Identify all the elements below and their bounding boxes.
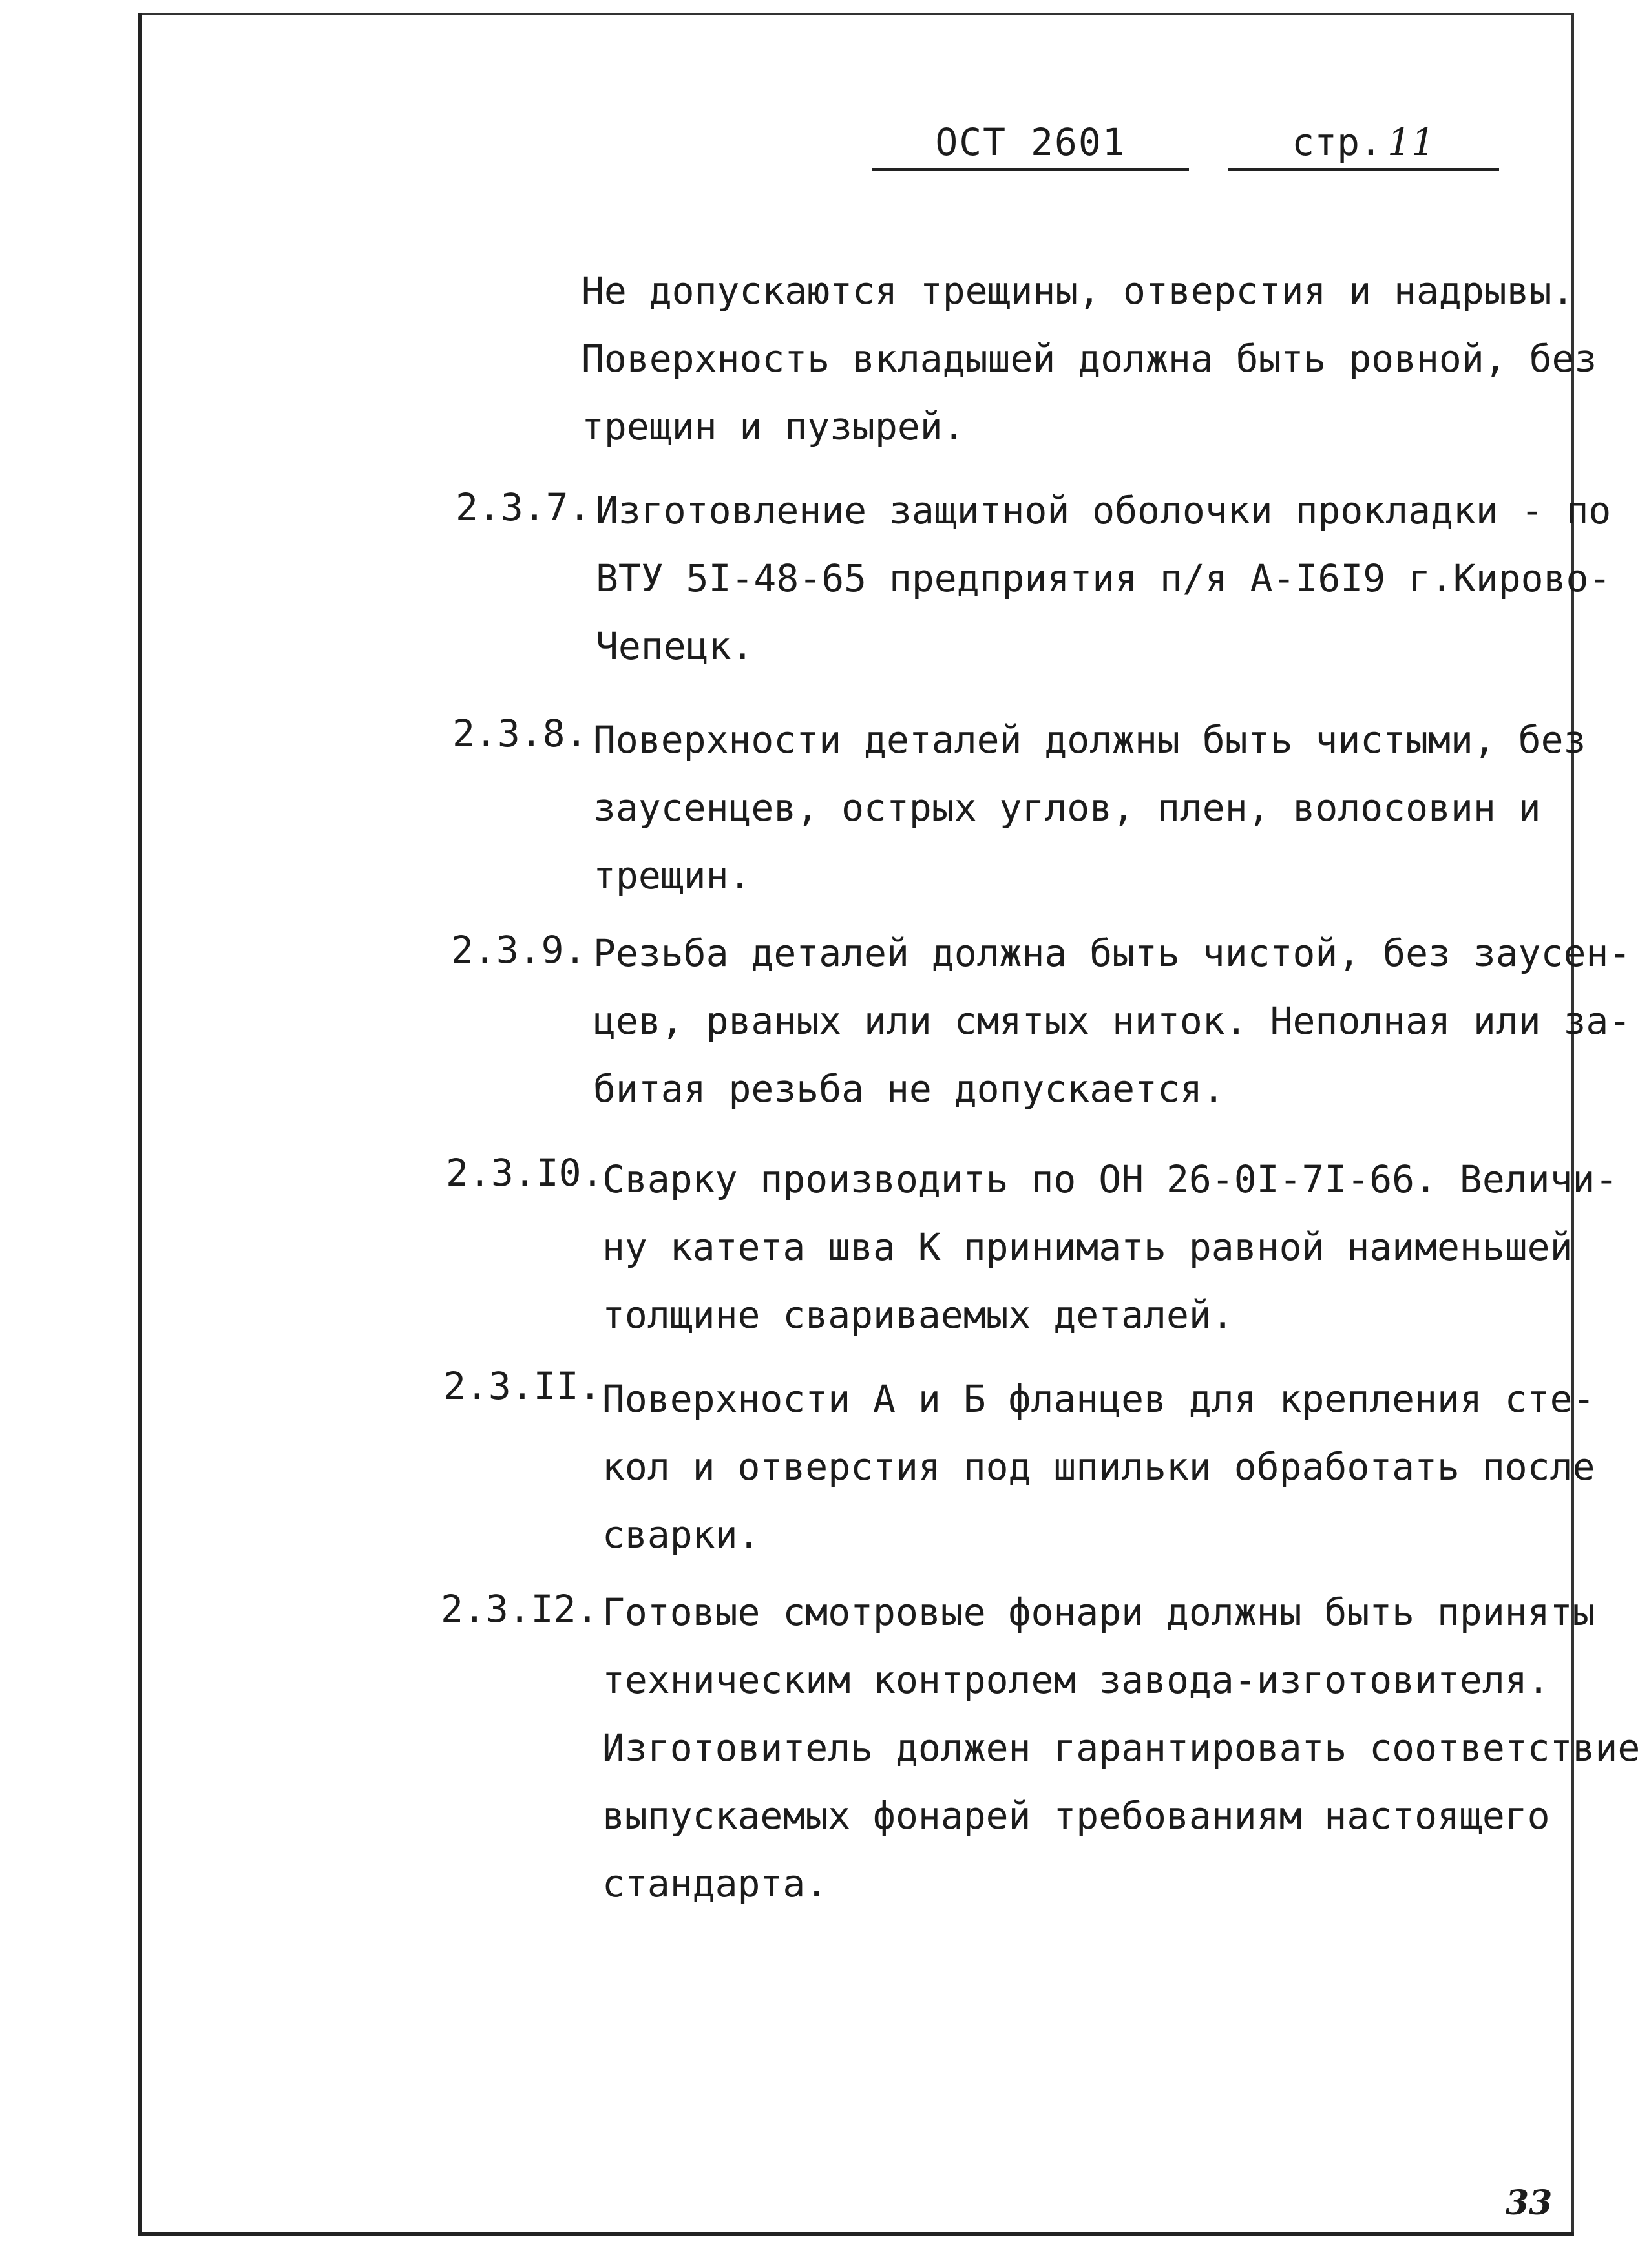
clause-line: Чепецк. — [596, 624, 754, 668]
clause-line: Изготовитель должен гарантировать соответствие — [602, 1726, 1641, 1770]
intro-line: Поверхность вкладышей должна быть ровной, без — [582, 337, 1597, 381]
clause-line: ВТУ 5I-48-65 предприятия п/я А-I6I9 г.Кирово- — [596, 556, 1612, 600]
intro-line: Не допускаются трещины, отверстия и надрывы. — [582, 269, 1575, 313]
clause-line: битая резьба не допускается. — [593, 1067, 1225, 1111]
clause-line: Сварку производить по ОН 26-0I-7I-66. Величи- — [602, 1157, 1618, 1201]
clause-number: 2.3.I2. — [441, 1587, 599, 1631]
clause-number: 2.3.II. — [443, 1364, 602, 1408]
clause-line: трещин. — [593, 854, 751, 898]
clause-line: кол и отверстия под шпильки обработать после — [602, 1445, 1595, 1489]
clause-line: Поверхности А и Б фланцев для крепления сте- — [602, 1377, 1595, 1421]
clause-line: заусенцев, острых углов, плен, волосовин и — [593, 786, 1541, 830]
intro-line: трещин и пузырей. — [582, 404, 965, 448]
clause-line: цев, рваных или смятых ниток. Неполная или за- — [593, 999, 1632, 1043]
page-label: стр. — [1292, 120, 1382, 164]
clause-line: Изготовление защитной оболочки прокладки - по — [596, 488, 1612, 532]
clause-line: Готовые смотровые фонари должны быть приняты — [602, 1590, 1595, 1634]
clause-line: Поверхности деталей должны быть чистыми, без — [593, 718, 1586, 762]
page-reference — [1228, 116, 1499, 171]
page-frame-bottom — [138, 2232, 1574, 2236]
clause-number: 2.3.8. — [452, 711, 588, 755]
document-code: ОСТ 2601 — [872, 116, 1189, 171]
clause-line: выпускаемых фонарей требованиям настоящего — [602, 1794, 1550, 1838]
clause-number: 2.3.7. — [456, 485, 591, 529]
clause-line: сварки. — [602, 1513, 761, 1557]
clause-line: толщине свариваемых деталей. — [602, 1293, 1234, 1337]
page-frame-top — [138, 13, 1574, 15]
clause-line: стандарта. — [602, 1862, 828, 1906]
clause-number: 2.3.9. — [451, 928, 587, 972]
folio-number: 33 — [1506, 2183, 1553, 2223]
page-frame-left — [138, 13, 142, 2236]
clause-number: 2.3.I0. — [446, 1151, 604, 1195]
clause-line: Резьба деталей должна быть чистой, без заусен- — [593, 931, 1632, 975]
clause-line: ну катета шва К принимать равной наименьшей — [602, 1225, 1573, 1269]
clause-line: техническим контролем завода-изготовителя. — [602, 1658, 1550, 1702]
page-number: 11 — [1387, 120, 1435, 164]
